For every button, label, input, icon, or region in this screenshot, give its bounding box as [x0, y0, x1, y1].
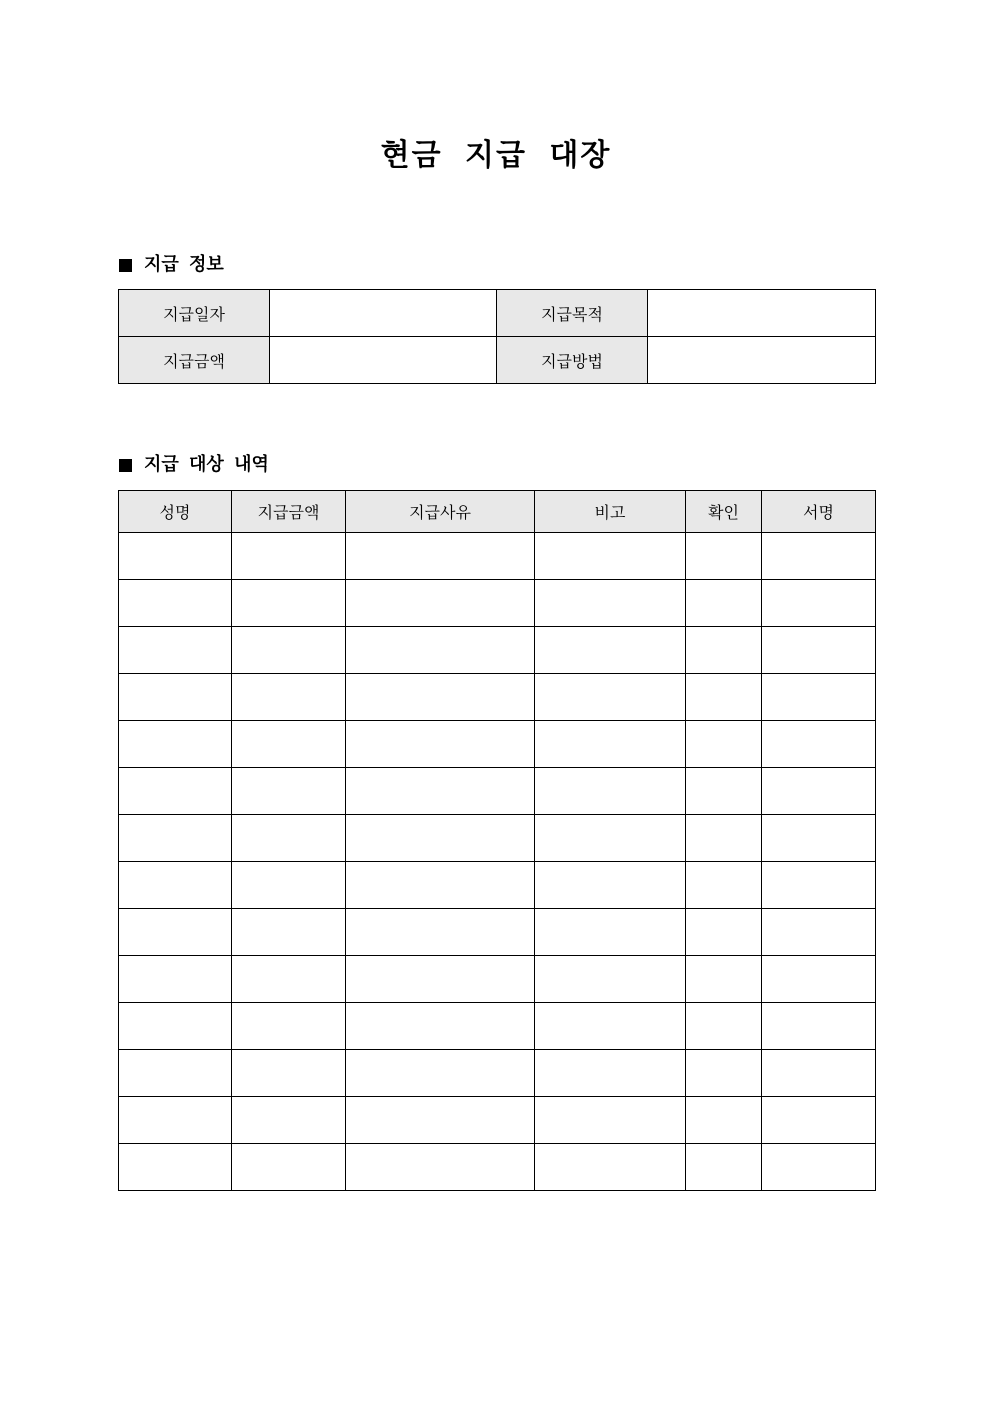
name-cell[interactable]: [119, 580, 232, 627]
square-bullet-icon: [119, 459, 132, 472]
payment-info-table: [118, 289, 876, 384]
table-row: [119, 1050, 876, 1097]
table-row: [119, 862, 876, 909]
square-bullet-icon: [119, 259, 132, 272]
amount-cell[interactable]: [232, 627, 346, 674]
table-row: [119, 1097, 876, 1144]
reason-cell[interactable]: [346, 1003, 535, 1050]
note-cell[interactable]: [535, 768, 686, 815]
amount-cell[interactable]: [232, 815, 346, 862]
confirm-cell[interactable]: [686, 956, 762, 1003]
table-row: [119, 1144, 876, 1191]
list-section-title: 지급 대상 내역: [144, 454, 269, 475]
signature-cell[interactable]: [762, 1050, 876, 1097]
reason-cell[interactable]: [346, 674, 535, 721]
name-cell[interactable]: [119, 721, 232, 768]
signature-cell[interactable]: [762, 674, 876, 721]
name-cell[interactable]: [119, 533, 232, 580]
reason-cell[interactable]: [346, 721, 535, 768]
confirm-cell[interactable]: [686, 674, 762, 721]
note-cell[interactable]: [535, 627, 686, 674]
confirm-cell[interactable]: [686, 815, 762, 862]
amount-cell[interactable]: [232, 1050, 346, 1097]
payment-amount-label: 지급금액: [119, 337, 270, 384]
confirm-cell[interactable]: [686, 580, 762, 627]
table-row: [119, 580, 876, 627]
payment-date-label: 지급일자: [119, 290, 270, 337]
amount-cell[interactable]: [232, 862, 346, 909]
note-cell[interactable]: [535, 815, 686, 862]
table-row: [119, 533, 876, 580]
info-section-title: 지급 정보: [144, 254, 224, 275]
reason-cell[interactable]: [346, 1050, 535, 1097]
confirm-cell[interactable]: [686, 627, 762, 674]
signature-cell[interactable]: [762, 627, 876, 674]
confirm-cell[interactable]: [686, 1097, 762, 1144]
signature-cell[interactable]: [762, 1144, 876, 1191]
amount-cell[interactable]: [232, 768, 346, 815]
reason-cell[interactable]: [346, 815, 535, 862]
reason-cell[interactable]: [346, 1144, 535, 1191]
note-cell[interactable]: [535, 533, 686, 580]
amount-cell[interactable]: [232, 580, 346, 627]
table-header-row: [119, 491, 876, 533]
name-cell[interactable]: [119, 909, 232, 956]
name-cell[interactable]: [119, 1050, 232, 1097]
note-cell[interactable]: [535, 956, 686, 1003]
table-row: [119, 674, 876, 721]
payment-method-label: 지급방법: [497, 337, 648, 384]
payment-date-field[interactable]: [270, 290, 497, 337]
note-cell[interactable]: [535, 1050, 686, 1097]
table-row: [119, 721, 876, 768]
payment-method-field[interactable]: [648, 337, 876, 384]
name-cell[interactable]: [119, 862, 232, 909]
signature-cell[interactable]: [762, 721, 876, 768]
confirm-cell[interactable]: [686, 533, 762, 580]
column-header-reason: 지급사유: [346, 491, 535, 533]
note-cell[interactable]: [535, 1003, 686, 1050]
signature-cell[interactable]: [762, 1003, 876, 1050]
note-cell[interactable]: [535, 580, 686, 627]
name-cell[interactable]: [119, 956, 232, 1003]
confirm-cell[interactable]: [686, 1144, 762, 1191]
reason-cell[interactable]: [346, 909, 535, 956]
note-cell[interactable]: [535, 721, 686, 768]
name-cell[interactable]: [119, 1144, 232, 1191]
table-row: [119, 956, 876, 1003]
note-cell[interactable]: [535, 862, 686, 909]
table-row: [119, 337, 876, 384]
payment-purpose-field[interactable]: [648, 290, 876, 337]
column-header-confirm: 확인: [686, 491, 762, 533]
table-row: [119, 1003, 876, 1050]
signature-cell[interactable]: [762, 815, 876, 862]
note-cell[interactable]: [535, 1144, 686, 1191]
name-cell[interactable]: [119, 768, 232, 815]
column-header-note: 비고: [535, 491, 686, 533]
reason-cell[interactable]: [346, 768, 535, 815]
signature-cell[interactable]: [762, 533, 876, 580]
reason-cell[interactable]: [346, 956, 535, 1003]
signature-cell[interactable]: [762, 768, 876, 815]
reason-cell[interactable]: [346, 627, 535, 674]
column-header-name: 성명: [119, 491, 232, 533]
info-section-heading: [119, 253, 224, 277]
reason-cell[interactable]: [346, 533, 535, 580]
confirm-cell[interactable]: [686, 1003, 762, 1050]
signature-cell[interactable]: [762, 862, 876, 909]
note-cell[interactable]: [535, 1097, 686, 1144]
reason-cell[interactable]: [346, 580, 535, 627]
name-cell[interactable]: [119, 627, 232, 674]
recipient-list-table: [118, 490, 876, 1191]
table-row: [119, 627, 876, 674]
confirm-cell[interactable]: [686, 1050, 762, 1097]
amount-cell[interactable]: [232, 1097, 346, 1144]
reason-cell[interactable]: [346, 1097, 535, 1144]
list-section-heading: [119, 453, 269, 477]
signature-cell[interactable]: [762, 1097, 876, 1144]
name-cell[interactable]: [119, 1003, 232, 1050]
table-row: [119, 815, 876, 862]
signature-cell[interactable]: [762, 956, 876, 1003]
amount-cell[interactable]: [232, 1003, 346, 1050]
confirm-cell[interactable]: [686, 768, 762, 815]
signature-cell[interactable]: [762, 909, 876, 956]
signature-cell[interactable]: [762, 580, 876, 627]
note-cell[interactable]: [535, 674, 686, 721]
amount-cell[interactable]: [232, 1144, 346, 1191]
table-row: [119, 909, 876, 956]
amount-cell[interactable]: [232, 721, 346, 768]
table-row: [119, 768, 876, 815]
amount-cell[interactable]: [232, 533, 346, 580]
confirm-cell[interactable]: [686, 721, 762, 768]
column-header-amount: 지급금액: [232, 491, 346, 533]
column-header-signature: 서명: [762, 491, 876, 533]
amount-cell[interactable]: [232, 909, 346, 956]
note-cell[interactable]: [535, 909, 686, 956]
payment-purpose-label: 지급목적: [497, 290, 648, 337]
payment-amount-field[interactable]: [270, 337, 497, 384]
amount-cell[interactable]: [232, 956, 346, 1003]
name-cell[interactable]: [119, 674, 232, 721]
recipient-list-body: [119, 533, 876, 1191]
name-cell[interactable]: [119, 815, 232, 862]
confirm-cell[interactable]: [686, 909, 762, 956]
amount-cell[interactable]: [232, 674, 346, 721]
reason-cell[interactable]: [346, 862, 535, 909]
document-title: 현금 지급 대장: [380, 138, 612, 173]
confirm-cell[interactable]: [686, 862, 762, 909]
name-cell[interactable]: [119, 1097, 232, 1144]
table-row: [119, 290, 876, 337]
